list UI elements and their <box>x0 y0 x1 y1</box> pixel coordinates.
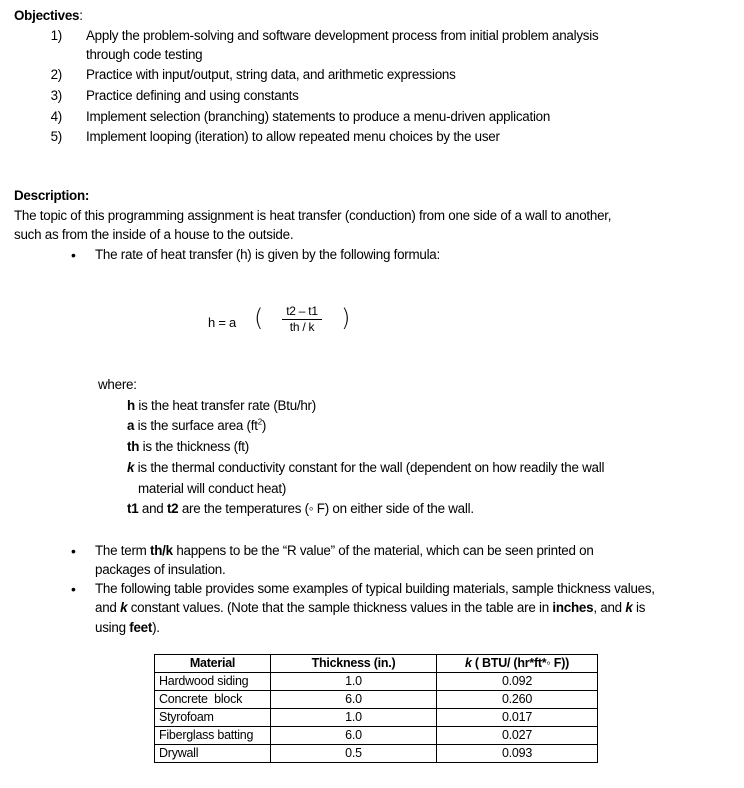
k-units: ( BTU/ (hr*ft*◦ F)) <box>471 656 570 670</box>
text: constant values. (Note that the sample thickness values in the table are in <box>127 600 553 615</box>
cell-thickness: 0.5 <box>271 745 437 763</box>
objective-number: 4) <box>50 109 62 124</box>
bullet-text: The rate of heat transfer (h) is given by the following formula: <box>95 247 440 262</box>
definition-text: is the thermal conductivity constant for the wall (dependent on how readily the wall <box>134 460 605 475</box>
cell-thickness: 6.0 <box>271 691 437 709</box>
bold-feet: feet <box>129 620 153 635</box>
definition-text: is the thickness (ft) <box>139 439 249 454</box>
cell-k: 0.027 <box>437 727 598 745</box>
objectives-heading <box>14 6 83 26</box>
definition-h <box>127 396 316 416</box>
bullet-icon: • <box>71 247 76 263</box>
cell-thickness: 6.0 <box>271 727 437 745</box>
description-heading: Description: <box>14 188 90 203</box>
where-label: where: <box>98 377 137 392</box>
bullet-text-continued <box>95 598 645 618</box>
header-material: Material <box>155 655 271 673</box>
objective-number: 5) <box>50 129 62 144</box>
bold-inches: inches <box>552 600 594 615</box>
objectives-colon: : <box>79 8 83 23</box>
objective-text: Practice defining and using constants <box>86 88 299 103</box>
bullet-icon: • <box>71 581 76 597</box>
cell-thickness: 1.0 <box>271 673 437 691</box>
bullet-text-continued: packages of insulation. <box>95 562 226 577</box>
table-row <box>155 673 598 691</box>
cell-k: 0.017 <box>437 709 598 727</box>
text: The term <box>95 543 151 558</box>
cell-k: 0.260 <box>437 691 598 709</box>
cell-k: 0.093 <box>437 745 598 763</box>
definition-k <box>127 458 604 478</box>
bold-term: th/k <box>150 543 173 558</box>
table-row <box>155 745 598 763</box>
cell-thickness: 1.0 <box>271 709 437 727</box>
table-row <box>155 691 598 709</box>
bullet-text-continued <box>95 618 160 638</box>
term: t1 <box>127 501 139 516</box>
table-row <box>155 727 598 745</box>
cell-material: Concrete block <box>155 691 271 709</box>
formula-open-paren: ( <box>254 304 264 332</box>
definition-text-end: ) <box>261 418 267 433</box>
definition-text: are the temperatures (◦ F) on either side of the wall. <box>178 501 474 516</box>
term: t2 <box>166 501 179 516</box>
text: and <box>95 600 121 615</box>
k-symbol: k <box>464 656 472 670</box>
materials-table <box>154 654 598 763</box>
text: ). <box>152 620 160 635</box>
objective-text-continued: through code testing <box>86 47 203 62</box>
objective-number: 1) <box>50 28 62 43</box>
term: k <box>127 460 135 475</box>
formula-close-paren: ) <box>341 304 351 332</box>
term: h <box>127 398 135 413</box>
description-intro-line2: such as from the inside of a house to the outside. <box>14 227 294 242</box>
formula-fraction <box>282 304 322 335</box>
definition-text: and <box>138 501 167 516</box>
header-k <box>437 655 598 673</box>
table-header-row <box>155 655 598 673</box>
cell-material: Hardwood siding <box>155 673 271 691</box>
formula-numerator: t2 – t1 <box>282 304 322 320</box>
definition-a <box>127 416 266 436</box>
formula-lhs: h = a <box>208 315 237 330</box>
text: is <box>632 600 646 615</box>
bullet-text <box>95 541 594 561</box>
definition-t1-t2 <box>127 499 474 519</box>
cell-k: 0.092 <box>437 673 598 691</box>
text: using <box>95 620 130 635</box>
formula-denominator: th / k <box>289 320 315 334</box>
objective-text: Practice with input/output, string data, and arithmetic expressions <box>86 67 456 82</box>
objective-text: Implement looping (iteration) to allow repeated menu choices by the user <box>86 129 500 144</box>
objective-number: 2) <box>50 67 62 82</box>
text: happens to be the “R value” of the material, which can be seen printed on <box>172 543 594 558</box>
header-thickness: Thickness (in.) <box>271 655 437 673</box>
definition-th <box>127 437 249 457</box>
objective-text: Apply the problem-solving and software development process from initial problem analysis <box>86 28 599 43</box>
definition-text: is the surface area (ft <box>134 418 258 433</box>
cell-material: Styrofoam <box>155 709 271 727</box>
term: th <box>127 439 140 454</box>
objectives-heading-text: Objectives <box>14 8 80 23</box>
definition-text: is the heat transfer rate (Btu/hr) <box>134 398 316 413</box>
bullet-text: The following table provides some examples of typical building materials, sample thickness values, <box>95 581 655 596</box>
description-intro-line1: The topic of this programming assignment is heat transfer (conduction) from one side of a wall to another, <box>14 208 612 223</box>
term: a <box>127 418 135 433</box>
k-term: k <box>625 600 633 615</box>
k-term: k <box>120 600 128 615</box>
cell-material: Drywall <box>155 745 271 763</box>
objective-text: Implement selection (branching) statements to produce a menu-driven application <box>86 109 551 124</box>
bullet-icon: • <box>71 543 76 559</box>
text: , and <box>593 600 626 615</box>
table-row <box>155 709 598 727</box>
definition-k-continued: material will conduct heat) <box>138 481 287 496</box>
superscript: 2 <box>257 417 262 427</box>
cell-material: Fiberglass batting <box>155 727 271 745</box>
objective-number: 3) <box>50 88 62 103</box>
